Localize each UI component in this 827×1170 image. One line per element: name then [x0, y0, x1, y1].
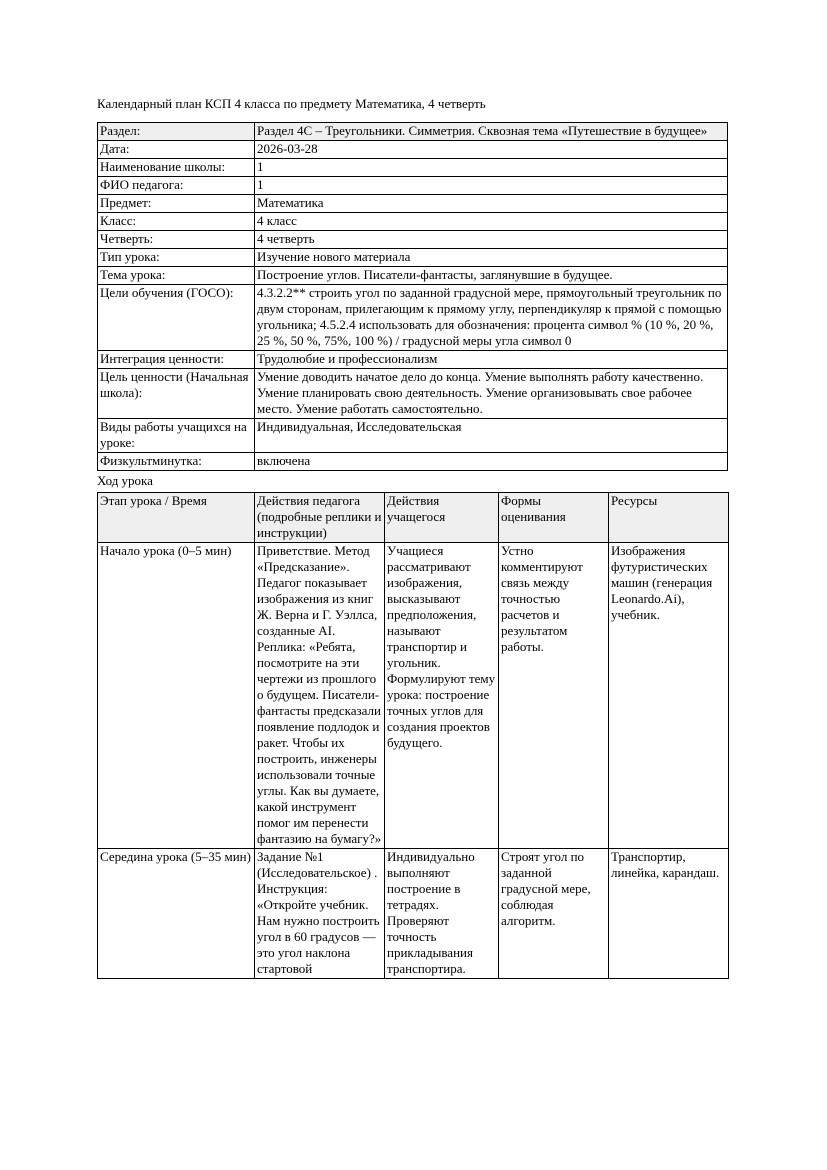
lesson-info-table	[97, 122, 728, 471]
info-value: Построение углов. Писатели-фантасты, заглянувшие в будущее.	[255, 267, 728, 285]
student-actions-cell: Учащиеся рассматривают изображения, высказывают предположения, называют транспортир и угольник. Формулируют тему урока: построение точных углов для создания проектов будущего.	[385, 543, 499, 849]
info-label: ФИО педагога:	[98, 177, 255, 195]
table-row	[98, 231, 728, 249]
lesson-course-table	[97, 492, 729, 979]
info-value: Умение доводить начатое дело до конца. Умение выполнять работу качественно. Умение планировать свою деятельность. Умение организовывать свое рабочее место. Умение работать самостоятельно.	[255, 369, 728, 419]
table-row	[98, 285, 728, 351]
info-value: Трудолюбие и профессионализм	[255, 351, 728, 369]
table-row	[98, 213, 728, 231]
table-row	[98, 249, 728, 267]
table-row	[98, 267, 728, 285]
table-header-row	[98, 493, 729, 543]
info-label: Тема урока:	[98, 267, 255, 285]
column-header-assessment: Формы оценивания	[499, 493, 609, 543]
student-actions-cell: Индивидуально выполняют построение в тетрадях. Проверяют точность прикладывания транспортира.	[385, 849, 499, 979]
column-header-student-actions: Действия учащегося	[385, 493, 499, 543]
info-label: Виды работы учащихся на уроке:	[98, 419, 255, 453]
info-label: Дата:	[98, 141, 255, 159]
stage-cell: Середина урока (5–35 мин)	[98, 849, 255, 979]
assessment-cell: Устно комментируют связь между точностью расчетов и результатом работы.	[499, 543, 609, 849]
table-row	[98, 351, 728, 369]
section-heading: Ход урока	[97, 473, 153, 488]
info-value: Математика	[255, 195, 728, 213]
info-label: Наименование школы:	[98, 159, 255, 177]
info-label: Класс:	[98, 213, 255, 231]
info-label: Тип урока:	[98, 249, 255, 267]
info-label: Цель ценности (Начальная школа):	[98, 369, 255, 419]
info-value: Раздел 4С – Треугольники. Симметрия. Сквозная тема «Путешествие в будущее»	[255, 123, 728, 141]
table-row	[98, 849, 729, 979]
info-label: Предмет:	[98, 195, 255, 213]
assessment-cell: Строят угол по заданной градусной мере, соблюдая алгоритм.	[499, 849, 609, 979]
table-row	[98, 543, 729, 849]
info-value: 2026-03-28	[255, 141, 728, 159]
table-row	[98, 159, 728, 177]
info-label: Интеграция ценности:	[98, 351, 255, 369]
info-value: 4.3.2.2** строить угол по заданной градусной мере, прямоугольный треугольник по двум сторонам, прилегающим к прямому углу, перпендикуляр к прямой с помощью угольника; 4.5.2.4 использовать для обозначения: процента символ % (10 %, 20 %, 25 %, 50 %, 75%, 100 %) / градусной меры угла символ 0	[255, 285, 728, 351]
resources-cell: Изображения футуристических машин (генерация Leonardo.Ai), учебник.	[609, 543, 729, 849]
info-label: Физкультминутка:	[98, 453, 255, 471]
info-value: 1	[255, 159, 728, 177]
info-value: 4 класс	[255, 213, 728, 231]
info-label: Четверть:	[98, 231, 255, 249]
column-header-stage: Этап урока / Время	[98, 493, 255, 543]
info-value: Индивидуальная, Исследовательская	[255, 419, 728, 453]
info-value: включена	[255, 453, 728, 471]
table-row	[98, 123, 728, 141]
teacher-actions-cell: Задание №1 (Исследовательское) . Инструкция: «Откройте учебник. Нам нужно построить угол в 60 градусов — это угол наклона стартовой	[255, 849, 385, 979]
table-row	[98, 369, 728, 419]
stage-cell: Начало урока (0–5 мин)	[98, 543, 255, 849]
column-header-teacher-actions: Действия педагога (подробные реплики и инструкции)	[255, 493, 385, 543]
document-title: Календарный план КСП 4 класса по предмету Математика, 4 четверть	[97, 96, 486, 111]
document-page	[97, 96, 728, 979]
table-row	[98, 453, 728, 471]
column-header-resources: Ресурсы	[609, 493, 729, 543]
table-row	[98, 419, 728, 453]
info-value: Изучение нового материала	[255, 249, 728, 267]
info-label: Раздел:	[98, 123, 255, 141]
teacher-actions-cell: Приветствие. Метод «Предсказание». Педагог показывает изображения из книг Ж. Верна и Г. Уэллса, созданные AI. Реплика: «Ребята, посмотрите на эти чертежи из прошлого о будущем. Писатели-фантасты предсказали появление подлодок и ракет. Чтобы их построить, инженеры использовали точные углы. Как вы думаете, какой инструмент помог им перенести фантазию на бумагу?»	[255, 543, 385, 849]
table-row	[98, 141, 728, 159]
table-row	[98, 177, 728, 195]
info-label: Цели обучения (ГОСО):	[98, 285, 255, 351]
table-row	[98, 195, 728, 213]
info-value: 1	[255, 177, 728, 195]
info-value: 4 четверть	[255, 231, 728, 249]
resources-cell: Транспортир, линейка, карандаш.	[609, 849, 729, 979]
